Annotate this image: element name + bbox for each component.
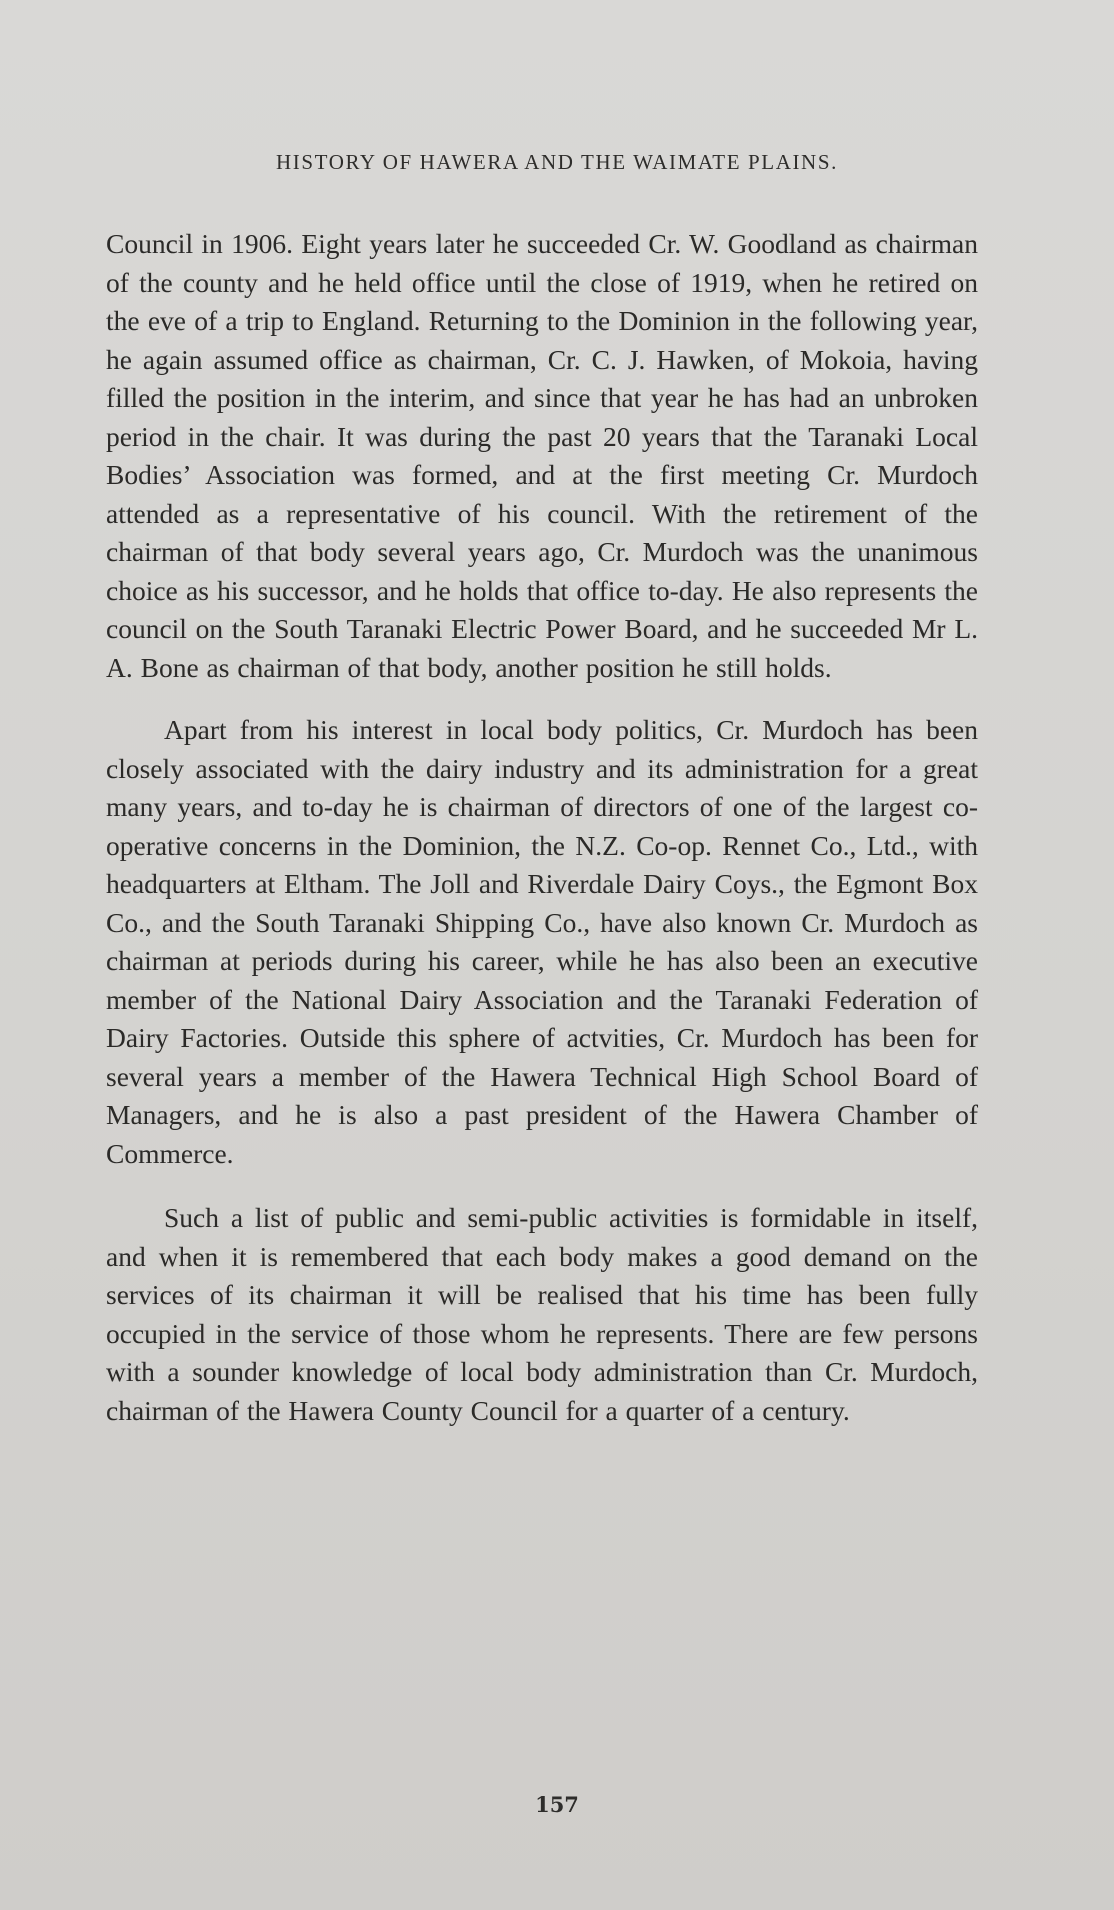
body-text (106, 225, 978, 1430)
paragraph-3: Such a list of public and semi-public activities is formidable in itself, and when it is remembered that each body makes a good demand on the services of its chairman it will be realised that his time has been fully occupied in the service of those whom he represents. There are few persons with a sounder knowledge of local body administration than Cr. Murdoch, chairman of the Hawera County Council for a quarter of a century. (106, 1202, 978, 1426)
page-number: 157 (535, 1792, 579, 1817)
running-head: HISTORY OF HAWERA AND THE WAIMATE PLAINS. (276, 150, 838, 174)
paragraph-2: Apart from his interest in local body politics, Cr. Murdoch has been closely associated with the dairy industry and its administration for a great many years, and to-day he is chairman of directors of one of the largest co-operative concerns in the Dominion, the N.Z. Co-op. Rennet Co., Ltd., with headquarters at Eltham. The Joll and Riverdale Dairy Coys., the Egmont Box Co., and the South Taranaki Shipping Co., have also known Cr. Murdoch as chairman at periods during his career, while he has also been an executive member of the National Dairy Association and the Taranaki Federation of Dairy Factories. Outside this sphere of actvities, Cr. Murdoch has been for several years a member of the Hawera Technical High School Board of Managers, and he is also a past president of the Hawera Chamber of Commerce. (106, 714, 978, 1169)
paragraph-1: Council in 1906. Eight years later he succeeded Cr. W. Goodland as chairman of the county and he held office until the close of 1919, when he retired on the eve of a trip to England. Returning to the Dominion in the following year, he again assumed office as chairman, Cr. C. J. Hawken, of Mokoia, having filled the position in the interim, and since that year he has had an unbroken period in the chair. It was during the past 20 years that the Taranaki Local Bodies’ Association was formed, and at the first meeting Cr. Murdoch attended as a representative of his council. With the retirement of the chairman of that body several years ago, Cr. Murdoch was the unanimous choice as his successor, and he holds that office to-day. He also represents the council on the South Taranaki Electric Power Board, and he succeeded Mr L. A. Bone as chairman of that body, another position he still holds. (106, 228, 978, 683)
